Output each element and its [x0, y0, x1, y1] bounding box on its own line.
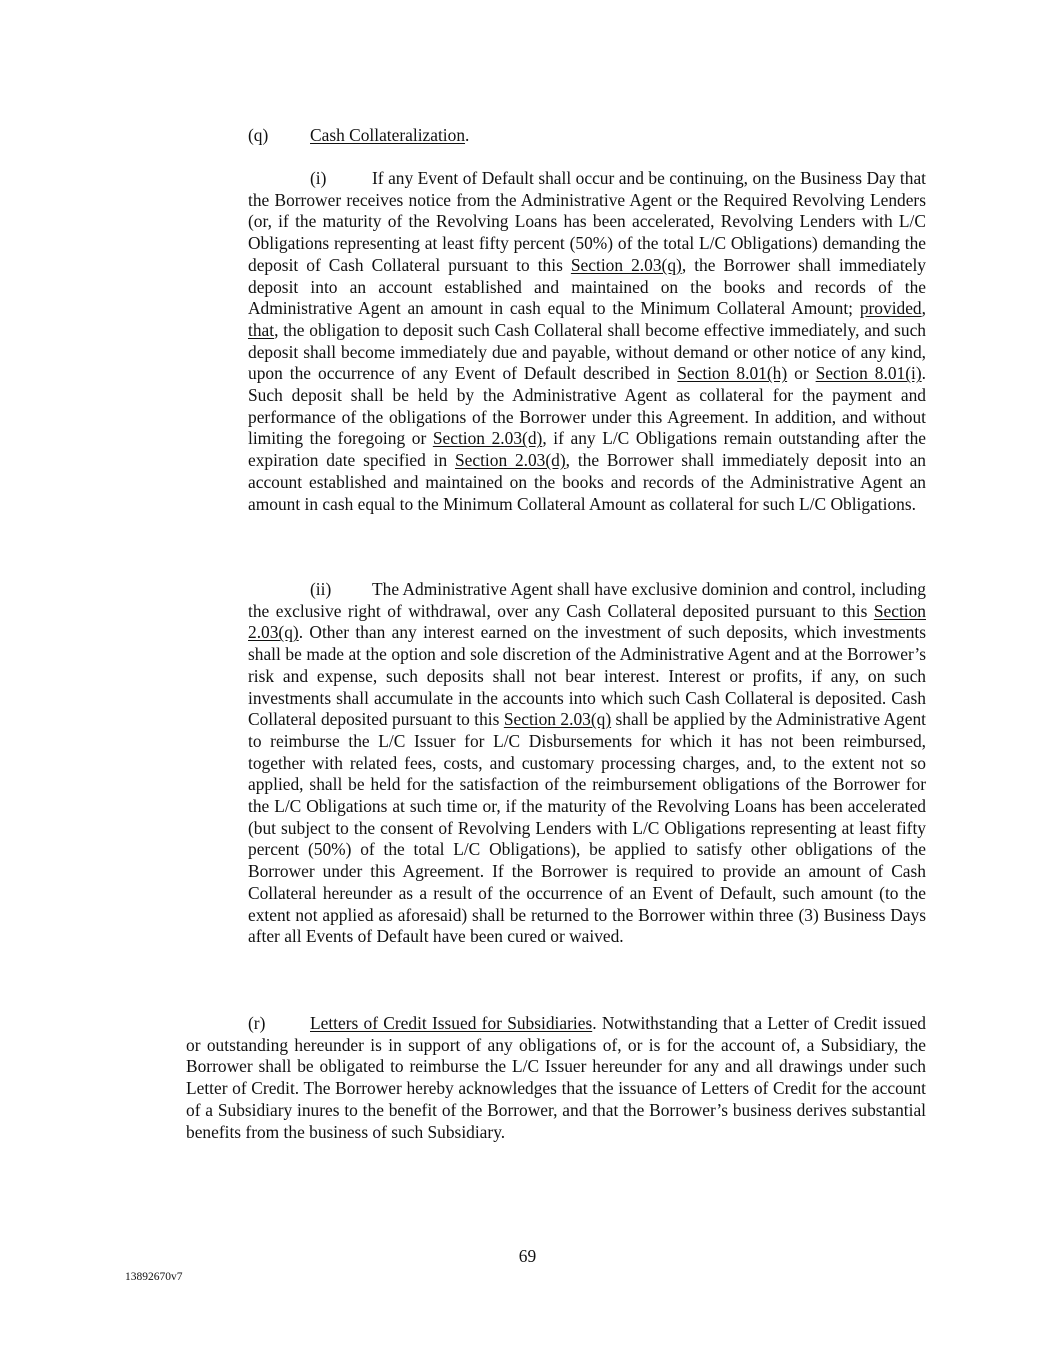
paragraph-q-i	[248, 168, 926, 515]
paragraph-text: . Notwithstanding that a Letter of Credit issued or outstanding hereunder is in support of any obligations of, or is for the account of, a Subsidiary, the Borrower shall be obligated to reimburse the L/C Issuer hereunder for any and all drawings under such Letter of Credit. The Borrower hereby acknowledges that the issuance of Letters of Credit for the account of a Subsidiary inures to the benefit of the Borrower, and that the Borrower’s business derives substantial benefits from the business of such Subsidiary.	[186, 1013, 926, 1142]
paragraph-text: The Administrative Agent shall have exclusive dominion and control, including the exclusive right of withdrawal, over any Cash Collateral deposited pursuant to this	[248, 579, 926, 621]
paragraph-text: , the Borrower shall immediately deposit into an account established and maintained on the books and records of the Administrative Agent an amount in cash equal to the Minimum Collateral Amount as collateral for such L/C Obligations.	[248, 450, 926, 514]
cross-reference: Section 8.01(h)	[677, 363, 788, 384]
section-q-title-period: .	[465, 125, 470, 145]
paragraph-text: or	[787, 363, 816, 384]
cross-reference: Section 2.03(q)	[248, 600, 926, 643]
cross-reference: Section 2.03(q)	[570, 254, 682, 275]
cross-reference: Section 2.03(d)	[432, 428, 543, 449]
paragraph-text: , if any L/C Obligations remain outstanding after the expiration date specified in	[248, 428, 926, 471]
section-r-title: Letters of Credit Issued for Subsidiaries	[310, 1013, 593, 1033]
section-q-label: (q)	[248, 125, 269, 145]
section-r-label: (r)	[248, 1013, 266, 1033]
paragraph-q-ii	[248, 579, 926, 948]
section-r-paragraph	[186, 1013, 926, 1143]
paragraph-text: If any Event of Default shall occur and be continuing, on the Business Day that the Borrower receives notice from the Administrative Agent or the Required Revolving Lenders (or, if the maturity of the Revolving Loans has been accelerated, Revolving Lenders with L/C Obligations representing at least fifty percent (50%) of the total L/C Obligations) demanding the deposit of Cash Collateral pursuant to this	[248, 168, 926, 275]
cross-reference: Section 2.03(q)	[503, 709, 612, 730]
cross-reference: Section 8.01(i)	[815, 363, 922, 384]
document-id: 13892670v7	[125, 1271, 183, 1283]
paragraph-text: . Such deposit shall be held by the Administrative Agent as collateral for the payment and performance of the obligations of the Borrower under this Agreement. In addition, and without limiting the foregoing or	[248, 363, 926, 449]
defined-term-that: that	[248, 319, 275, 340]
defined-term-provided: provided	[859, 298, 922, 319]
paragraph-q-i-label: (i)	[310, 168, 327, 188]
paragraph-text: ,	[921, 298, 926, 319]
paragraph-text: shall be applied by the Administrative Agent to reimburse the L/C Issuer for L/C Disbursements for which it has not been reimbursed, together with related fees, costs, and customary processing charges, and, to the extent not so applied, shall be held for the satisfaction of the reimbursement obligations of the Borrower for the L/C Obligations at such time or, if the maturity of the Revolving Loans has been accelerated (but subject to the consent of Revolving Lenders with L/C Obligations representing at least fifty percent (50%) of the total L/C Obligations), be applied to satisfy other obligations of the Borrower under this Agreement. If the Borrower is required to provide an amount of Cash Collateral hereunder as a result of the occurrence of an Event of Default, such amount (to the extent not applied as aforesaid) shall be returned to the Borrower within three (3) Business Days after all Events of Default have been cured or waived.	[248, 709, 926, 947]
page-number: 69	[518, 1246, 537, 1266]
section-q-heading	[248, 125, 469, 147]
cross-reference: Section 2.03(d)	[454, 450, 566, 471]
paragraph-q-ii-label: (ii)	[310, 579, 332, 599]
section-q-title: Cash Collateralization	[310, 125, 466, 145]
paragraph-text: . Other than any interest earned on the investment of such deposits, which investments shall be made at the option and sole discretion of the Administrative Agent and at the Borrower’s risk and expense, such deposits shall not bear interest. Interest or profits, if any, on such investments shall accumulate in the accounts into which such Cash Collateral is deposited. Cash Collateral deposited pursuant to this	[248, 622, 926, 730]
paragraph-text: , the obligation to deposit such Cash Collateral shall become effective immediately, and such deposit shall become immediately due and payable, without demand or other notice of any kind, upon the occurrence of any Event of Default described in	[248, 319, 926, 384]
paragraph-text: , the Borrower shall immediately deposit into an account established and maintained on the books and records of the Administrative Agent an amount in cash equal to the Minimum Collateral Amount;	[248, 254, 926, 319]
